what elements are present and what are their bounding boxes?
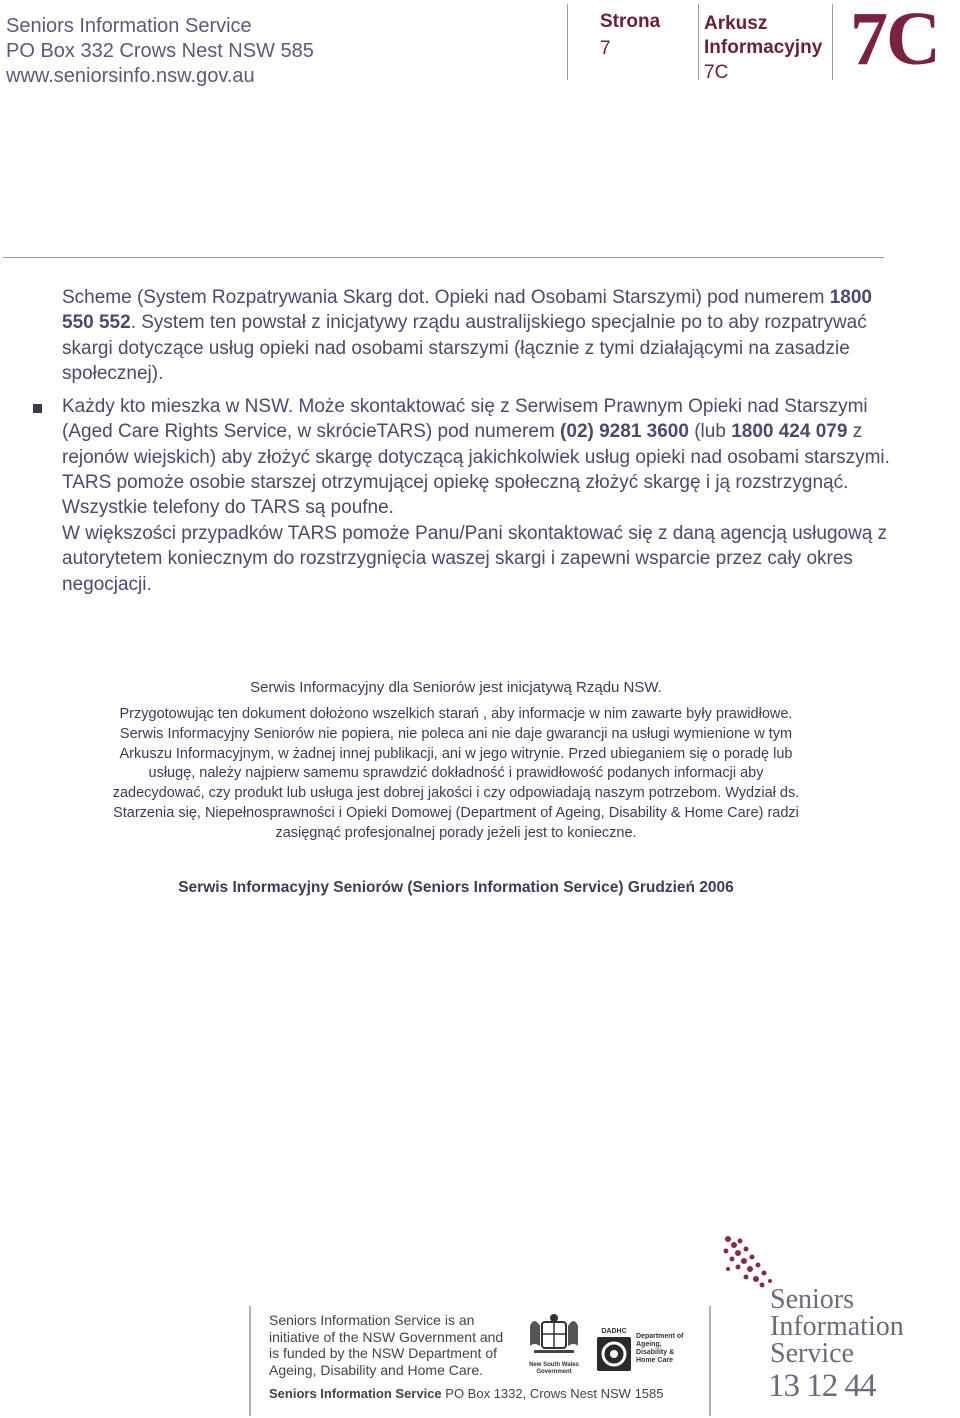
- paragraph-tars-help: W większości przypadków TARS pomoże Panu/Pani skontaktować się z daną agencją usługową z autorytetem koniecznym do rozstrzygnięcia waszej skargi i zapewni wsparcie przez cały okres negocjacji.: [62, 523, 888, 595]
- header-divider: [567, 4, 568, 80]
- page-number: 7: [600, 38, 611, 59]
- text: (lub: [688, 421, 732, 443]
- header-divider: [832, 4, 833, 80]
- dadhc-abbrev: DADHC: [601, 1328, 627, 1335]
- text: Seniors Information Service: [269, 1386, 442, 1401]
- phone-number: (02) 9281 3600: [560, 421, 689, 443]
- sheet-label-2: Informacyjny: [704, 37, 823, 58]
- sis-logo-phone: 13 12 44: [768, 1368, 876, 1404]
- paragraph-tars: [62, 394, 902, 520]
- sis-logo-line2: Information: [770, 1311, 904, 1342]
- footer-address: [269, 1386, 663, 1401]
- dadhc-emblem-icon: [597, 1337, 631, 1371]
- footer-initiative-text: Seniors Information Service is an initiative of the NSW Government and is funded by the NSW Department of Ageing, Disability and Home Care.: [269, 1312, 504, 1378]
- org-name: Seniors Information Service: [6, 15, 252, 37]
- sis-logo-line3: Service: [770, 1338, 854, 1369]
- disclaimer-heading: Serwis Informacyjny dla Seniorów jest inicjatywą Rządu NSW.: [250, 679, 662, 696]
- org-website[interactable]: www.seniorsinfo.nsw.gov.au: [6, 65, 255, 87]
- text: Każdy kto mieszka w NSW. Może skontaktować się z Serwisem Prawnym Opieki nad Starszymi (Aged Care Rights Service, w skrócieTARS) pod numerem: [62, 396, 868, 443]
- sheet-label: Arkusz: [704, 13, 768, 34]
- bullet-square-icon: [33, 404, 42, 413]
- text: . System ten powstał z inicjatywy rządu australijskiego specjalnie po to aby rozpatrywać skargi dotyczące usług opieki nad osobami starszymi (łącznie z tymi działającymi na zasadzie społecznej).: [62, 312, 867, 384]
- dadhc-logo-icon: [597, 1337, 631, 1371]
- header-divider: [698, 4, 699, 80]
- phone-number: 1800 424 079: [731, 421, 848, 443]
- text: z rejonów wiejskich) aby złożyć skargę dotyczącą jakichkolwiek usług opieki nad osobami starszymi. TARS pomoże osobie starszej otrzymującej opiekę społeczną złożyć skargę i ją rozstrzygnąć. Wszystkie telefony do TARS są poufne.: [62, 421, 890, 519]
- paragraph-complaints-scheme: [62, 285, 902, 386]
- sheet-code: 7C: [704, 62, 729, 83]
- sis-logo-line1: Seniors: [770, 1284, 854, 1315]
- nsw-government-logo: [524, 1312, 584, 1362]
- phone-number: 1800 550 552: [62, 287, 872, 334]
- dadhc-name: Department of Ageing, Disability & Home Care: [636, 1333, 684, 1364]
- page-label: Strona: [600, 11, 661, 32]
- nsw-crest-icon: [524, 1312, 584, 1362]
- disclaimer-text: Przygotowując ten dokument dołożono wszelkich starań , aby informacje w nim zawarte były prawidłowe. Serwis Informacyjny Seniorów nie popiera, nie poleca ani nie daje gwarancji na usługi wymienione w tym Arkuszu Informacyjnym, w żadnej innej publikacji, ani w jego witrynie. Przed ubieganiem się o poradę lub usługę, należy najpierw samemu sprawdzić dokładność i prawidłowość podanych informacji aby zadecydować, czy produkt lub usługa jest dobrej jakości i czy odpowiadają naszym potrzebom. Wydział ds. Starzenia się, Niepełnosprawności i Opieki Domowej (Department of Ageing, Disability & Home Care) radzi zasięgnąć profesjonalnej porady jeżeli jest to konieczne.: [112, 706, 800, 841]
- text: PO Box 1332, Crows Nest NSW 1585: [441, 1386, 664, 1401]
- footer-divider: [709, 1306, 711, 1416]
- footer-divider: [249, 1306, 251, 1416]
- disclaimer-signature: Serwis Informacyjny Seniorów (Seniors Information Service) Grudzień 2006: [178, 879, 734, 896]
- header-rule: [3, 257, 884, 258]
- nsw-government-caption: New South Wales Government: [529, 1362, 579, 1375]
- text: Scheme (System Rozpatrywania Skarg dot. Opieki nad Osobami Starszymi) pod numerem: [62, 287, 830, 308]
- org-address: PO Box 332 Crows Nest NSW 585: [6, 40, 314, 62]
- sheet-big-code: 7C: [850, 0, 939, 81]
